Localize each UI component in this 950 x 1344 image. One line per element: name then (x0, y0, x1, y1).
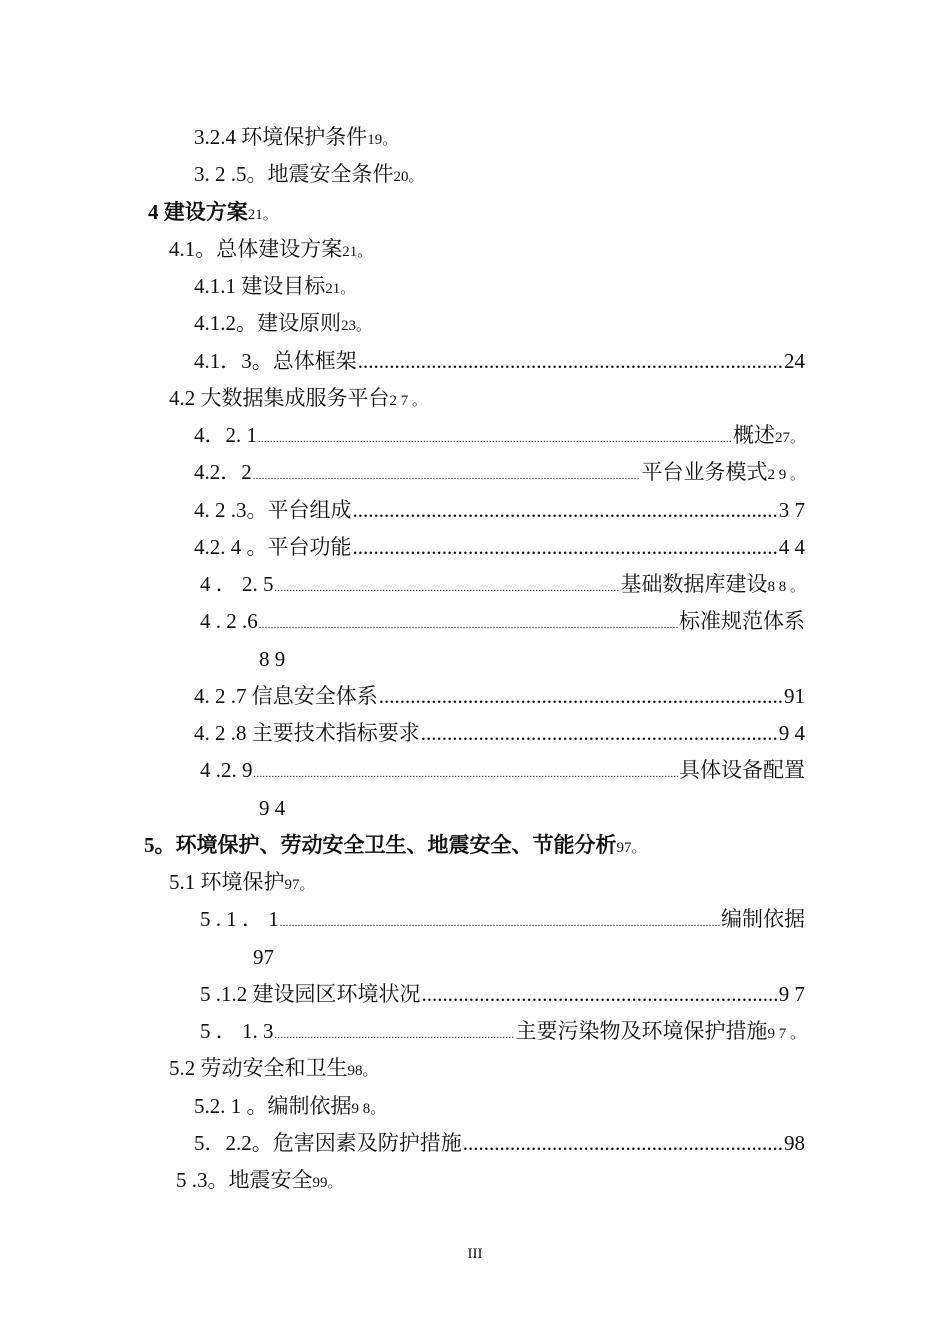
dot-leader (254, 757, 679, 788)
toc-entry-4-2-1[interactable] (194, 422, 805, 453)
toc-label: 具体设备配置 (679, 758, 805, 782)
toc-entry-5[interactable] (144, 832, 647, 861)
toc-label: 3. 2 .5。地震安全条件 (194, 162, 394, 186)
toc-label: 标准规范体系 (679, 609, 805, 633)
toc-page-number: 23。 (341, 318, 372, 334)
toc-label: 5 .3。地震安全 (176, 1168, 313, 1192)
toc-page-number: 24 (784, 349, 805, 373)
dot-leader (259, 608, 678, 639)
toc-entry-5-1[interactable] (169, 869, 315, 898)
toc-label: 编制依据 (721, 907, 805, 931)
toc-entry-5-1-2[interactable] (200, 981, 805, 1007)
toc-entry-4-2-6[interactable] (200, 608, 805, 639)
toc-entry-3-2-5[interactable] (194, 161, 424, 190)
toc-entry-4-1-1[interactable] (194, 273, 355, 302)
toc-page-number-wrapped (259, 646, 285, 672)
toc-page-number-wrapped (253, 944, 274, 970)
toc-page-number: 21。 (247, 207, 278, 223)
toc-label: 4 建设方案 (148, 200, 248, 224)
toc-page-number: 8 9 (259, 647, 286, 671)
toc-label: 主要污染物及环境保护措施 (515, 1019, 768, 1043)
toc-entry-5-1-3[interactable] (200, 1018, 805, 1049)
toc-page-number: 21。 (342, 244, 373, 260)
toc-number: 5 ． 1. 3 (200, 1019, 274, 1043)
toc-page-number: 4 4 (778, 535, 805, 559)
toc-entry-4-1-2[interactable] (194, 310, 371, 339)
toc-page-number: 91 (784, 684, 805, 708)
toc-number: 5 . 1 ． 1 (200, 907, 279, 931)
toc-label: 4. 2 .3。平台组成 (194, 498, 352, 522)
toc-page-number: 8 8 。 (767, 579, 805, 595)
toc-page-number: 20。 (393, 169, 424, 185)
toc-page-number: 19。 (367, 132, 398, 148)
toc-number: 4．2. 1 (194, 423, 257, 447)
toc-label: 5.2. 1 。编制依据 (194, 1094, 352, 1118)
toc-label: 5．2.2。危害因素及防护措施 (194, 1131, 462, 1155)
dot-leader (353, 497, 778, 523)
toc-entry-4-2-8[interactable] (194, 720, 805, 746)
toc-entry-5-2-1[interactable] (194, 1093, 385, 1122)
toc-entry-4-2-5[interactable] (200, 571, 805, 602)
toc-label: 4. 2 .7 信息安全体系 (194, 684, 378, 708)
toc-page-number: 9 7 。 (767, 1026, 805, 1042)
toc-page-number: 98。 (347, 1063, 378, 1079)
toc-label: 4. 2 .8 主要技术指标要求 (194, 721, 420, 745)
toc-label: 4.1。总体建设方案 (169, 237, 343, 261)
toc-page-number: 3 7 (778, 498, 805, 522)
toc-label: 4.2 大数据集成服务平台 (169, 386, 390, 410)
dot-leader (463, 1130, 783, 1156)
dot-leader (379, 683, 783, 709)
toc-label: 概述 (732, 423, 775, 447)
toc-label: 4.1.2。建设原则 (194, 311, 341, 335)
toc-number: 4 .2. 9 (200, 758, 253, 782)
dot-leader (253, 459, 641, 490)
toc-label: 4.1．3。总体框架 (194, 349, 357, 373)
toc-number: 4 ． 2. 5 (200, 572, 274, 596)
toc-page-number: 97。 (284, 877, 315, 893)
dot-leader (353, 534, 778, 560)
toc-label: 平台业务模式 (641, 460, 768, 484)
toc-page-number: 9 8。 (351, 1101, 386, 1117)
page-footer-number: III (467, 1246, 483, 1262)
toc-entry-5-2[interactable] (169, 1055, 378, 1084)
dot-leader (275, 571, 620, 602)
toc-label: 3.2.4 环境保护条件 (194, 125, 368, 149)
dot-leader (421, 720, 778, 746)
toc-label: 5.2 劳动安全和卫生 (169, 1056, 348, 1080)
toc-entry-5-3[interactable] (176, 1167, 343, 1196)
toc-entry-4-1[interactable] (169, 236, 372, 265)
toc-entry-4-2[interactable] (169, 385, 427, 414)
toc-page-number: 21。 (325, 281, 356, 297)
toc-entry-5-1-1[interactable] (200, 906, 805, 937)
toc-page-number: 97。 (616, 840, 647, 856)
toc-entry-4-2-2[interactable] (194, 459, 805, 490)
toc-entry-4[interactable] (148, 199, 278, 228)
toc-entry-4-2-4[interactable] (194, 534, 805, 560)
toc-label: 基础数据库建设 (620, 572, 768, 596)
toc-label: 5。环境保护、劳动安全卫生、地震安全、节能分析 (144, 833, 617, 857)
toc-page-number: 97 (253, 945, 274, 969)
toc-label: 5 .1.2 建设园区环境状况 (200, 982, 421, 1006)
toc-label: 5.1 环境保护 (169, 870, 285, 894)
toc-label: 4.1.1 建设目标 (194, 274, 326, 298)
toc-page-number: 2 7 。 (389, 393, 428, 409)
toc-entry-5-2-2[interactable] (194, 1130, 805, 1156)
toc-entry-4-1-3[interactable] (194, 348, 805, 374)
toc-number: 4 . 2 .6 (200, 609, 258, 633)
toc-label: 4.2. 4 。平台功能 (194, 535, 352, 559)
toc-number: 4.2．2 (194, 460, 252, 484)
toc-entry-4-2-9[interactable] (200, 757, 805, 788)
dot-leader (258, 422, 732, 453)
dot-leader (422, 981, 778, 1007)
toc-page-number-wrapped (259, 795, 285, 821)
toc-entry-4-2-3[interactable] (194, 497, 805, 523)
toc-page-number: 99。 (312, 1175, 343, 1191)
toc-entry-4-2-7[interactable] (194, 683, 805, 709)
dot-leader (280, 906, 720, 937)
dot-leader (275, 1018, 515, 1049)
toc-page-number: 2 9 。 (767, 467, 805, 483)
toc-page-number: 27。 (774, 430, 805, 446)
toc-page-number: 98 (784, 1131, 805, 1155)
toc-entry-3-2-4[interactable] (194, 124, 397, 153)
dot-leader (358, 348, 783, 374)
toc-page-number: 9 7 (778, 982, 805, 1006)
toc-page-number: 9 4 (259, 796, 286, 820)
toc-page-number: 9 4 (778, 721, 805, 745)
